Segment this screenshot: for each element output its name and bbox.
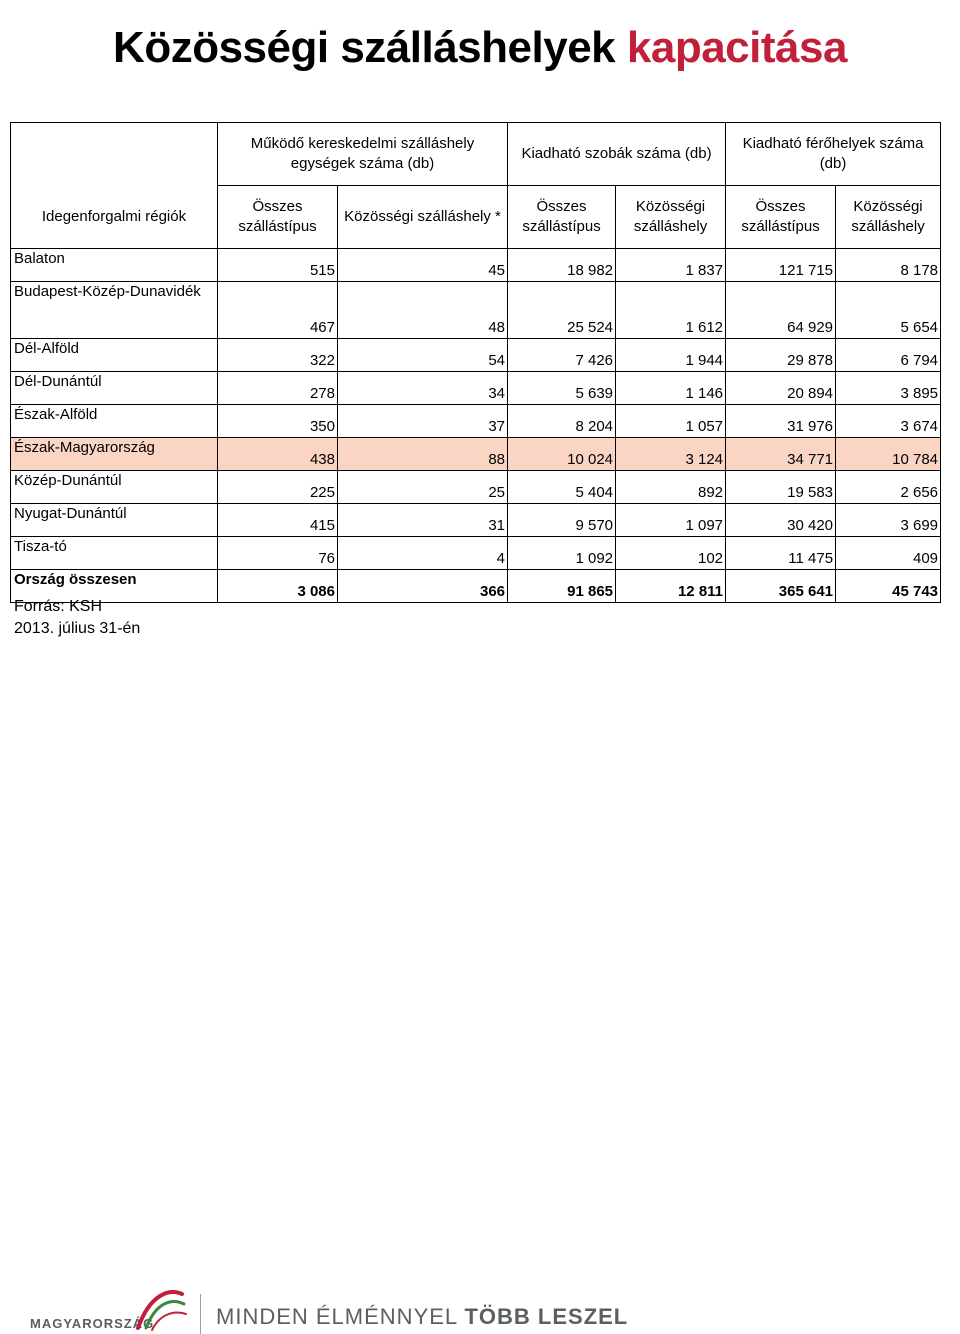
cell-value: 3 699 (836, 504, 941, 537)
table-row (11, 372, 941, 405)
cell-value: 892 (616, 471, 726, 504)
region-name: Balaton (11, 249, 218, 282)
cell-value: 3 895 (836, 372, 941, 405)
cell-value: 5 404 (508, 471, 616, 504)
cell-value: 37 (338, 405, 508, 438)
cell-value: 3 674 (836, 405, 941, 438)
cell-value: 1 944 (616, 339, 726, 372)
cell-value: 88 (338, 438, 508, 471)
region-name: Észak-Magyarország (11, 438, 218, 471)
table-row (11, 339, 941, 372)
ribbon-logo-icon (130, 1284, 190, 1334)
cell-value: 467 (218, 282, 338, 339)
sub-header-row (11, 186, 941, 249)
cell-value: 5 654 (836, 282, 941, 339)
table-row (11, 249, 941, 282)
cell-value: 11 475 (726, 537, 836, 570)
table-row (11, 405, 941, 438)
cell-value: 54 (338, 339, 508, 372)
slogan-bold: TÖBB LESZEL (464, 1304, 629, 1329)
cell-value: 6 794 (836, 339, 941, 372)
cell-value: 29 878 (726, 339, 836, 372)
region-name: Dél-Dunántúl (11, 372, 218, 405)
cell-value: 3 124 (616, 438, 726, 471)
cell-value: 102 (616, 537, 726, 570)
region-name: Dél-Alföld (11, 339, 218, 372)
table-row (11, 282, 941, 339)
cell-value: 366 (338, 570, 508, 603)
cell-value: 278 (218, 372, 338, 405)
cell-value: 8 178 (836, 249, 941, 282)
table-row (11, 471, 941, 504)
cell-value: 121 715 (726, 249, 836, 282)
cell-value: 1 097 (616, 504, 726, 537)
region-header: Idegenforgalmi régiók (11, 186, 218, 249)
cell-value: 322 (218, 339, 338, 372)
cell-value: 25 524 (508, 282, 616, 339)
cell-value: 34 771 (726, 438, 836, 471)
cell-value: 12 811 (616, 570, 726, 603)
cell-value: 350 (218, 405, 338, 438)
cell-value: 48 (338, 282, 508, 339)
cell-value: 3 086 (218, 570, 338, 603)
table-row-total (11, 570, 941, 603)
sub-header-1: Összes szállástípus (218, 186, 338, 249)
region-name: Tisza-tó (11, 537, 218, 570)
cell-value: 4 (338, 537, 508, 570)
sub-header-3: Összes szállástípus (508, 186, 616, 249)
cell-value: 19 583 (726, 471, 836, 504)
region-name: Közép-Dunántúl (11, 471, 218, 504)
cell-value: 1 092 (508, 537, 616, 570)
title-main: Közösségi szálláshelyek (113, 23, 616, 72)
cell-value: 1 057 (616, 405, 726, 438)
cell-value: 45 (338, 249, 508, 282)
sub-header-6: Közösségi szálláshely (836, 186, 941, 249)
cell-value: 18 982 (508, 249, 616, 282)
logo-text: MAGYARORSZÁG (30, 1316, 155, 1331)
cell-value: 515 (218, 249, 338, 282)
cell-value: 365 641 (726, 570, 836, 603)
sub-header-5: Összes szállástípus (726, 186, 836, 249)
source-date: 2013. július 31-én (14, 620, 141, 637)
source-note (14, 596, 140, 640)
cell-value: 91 865 (508, 570, 616, 603)
cell-value: 5 639 (508, 372, 616, 405)
cell-value: 415 (218, 504, 338, 537)
cell-value: 25 (338, 471, 508, 504)
group-header-beds: Kiadható férőhelyek száma (db) (726, 123, 941, 186)
capacity-table (10, 122, 941, 603)
region-name: Észak-Alföld (11, 405, 218, 438)
group-header-row (11, 123, 941, 186)
cell-value: 9 570 (508, 504, 616, 537)
cell-value: 34 (338, 372, 508, 405)
cell-value: 45 743 (836, 570, 941, 603)
header-corner (11, 123, 218, 186)
cell-value: 31 976 (726, 405, 836, 438)
slogan-regular: MINDEN ÉLMÉNNYEL (216, 1304, 458, 1329)
cell-value: 1 612 (616, 282, 726, 339)
group-header-units: Működő kereskedelmi szálláshely egységek száma (db) (218, 123, 508, 186)
cell-value: 8 204 (508, 405, 616, 438)
cell-value: 2 656 (836, 471, 941, 504)
title-accent: kapacitása (626, 23, 847, 72)
cell-value: 30 420 (726, 504, 836, 537)
region-name: Nyugat-Dunántúl (11, 504, 218, 537)
page-title (0, 18, 960, 78)
cell-value: 20 894 (726, 372, 836, 405)
table-row (11, 504, 941, 537)
cell-value: 225 (218, 471, 338, 504)
cell-value: 1 146 (616, 372, 726, 405)
footer-divider (200, 1294, 201, 1334)
cell-value: 1 837 (616, 249, 726, 282)
cell-value: 76 (218, 537, 338, 570)
table-row (11, 537, 941, 570)
sub-header-4: Közösségi szálláshely (616, 186, 726, 249)
cell-value: 438 (218, 438, 338, 471)
cell-value: 31 (338, 504, 508, 537)
cell-value: 10 784 (836, 438, 941, 471)
cell-value: 10 024 (508, 438, 616, 471)
cell-value: 409 (836, 537, 941, 570)
cell-value: 64 929 (726, 282, 836, 339)
footer (0, 640, 960, 1331)
table-row-highlighted (11, 438, 941, 471)
footer-slogan (216, 1304, 628, 1330)
cell-value: 7 426 (508, 339, 616, 372)
sub-header-2: Közösségi szálláshely * (338, 186, 508, 249)
group-header-rooms: Kiadható szobák száma (db) (508, 123, 726, 186)
region-name: Budapest-Közép-Dunavidék (11, 282, 218, 339)
region-name: Ország összesen (11, 570, 218, 603)
source-line: Forrás: KSH (14, 598, 103, 615)
